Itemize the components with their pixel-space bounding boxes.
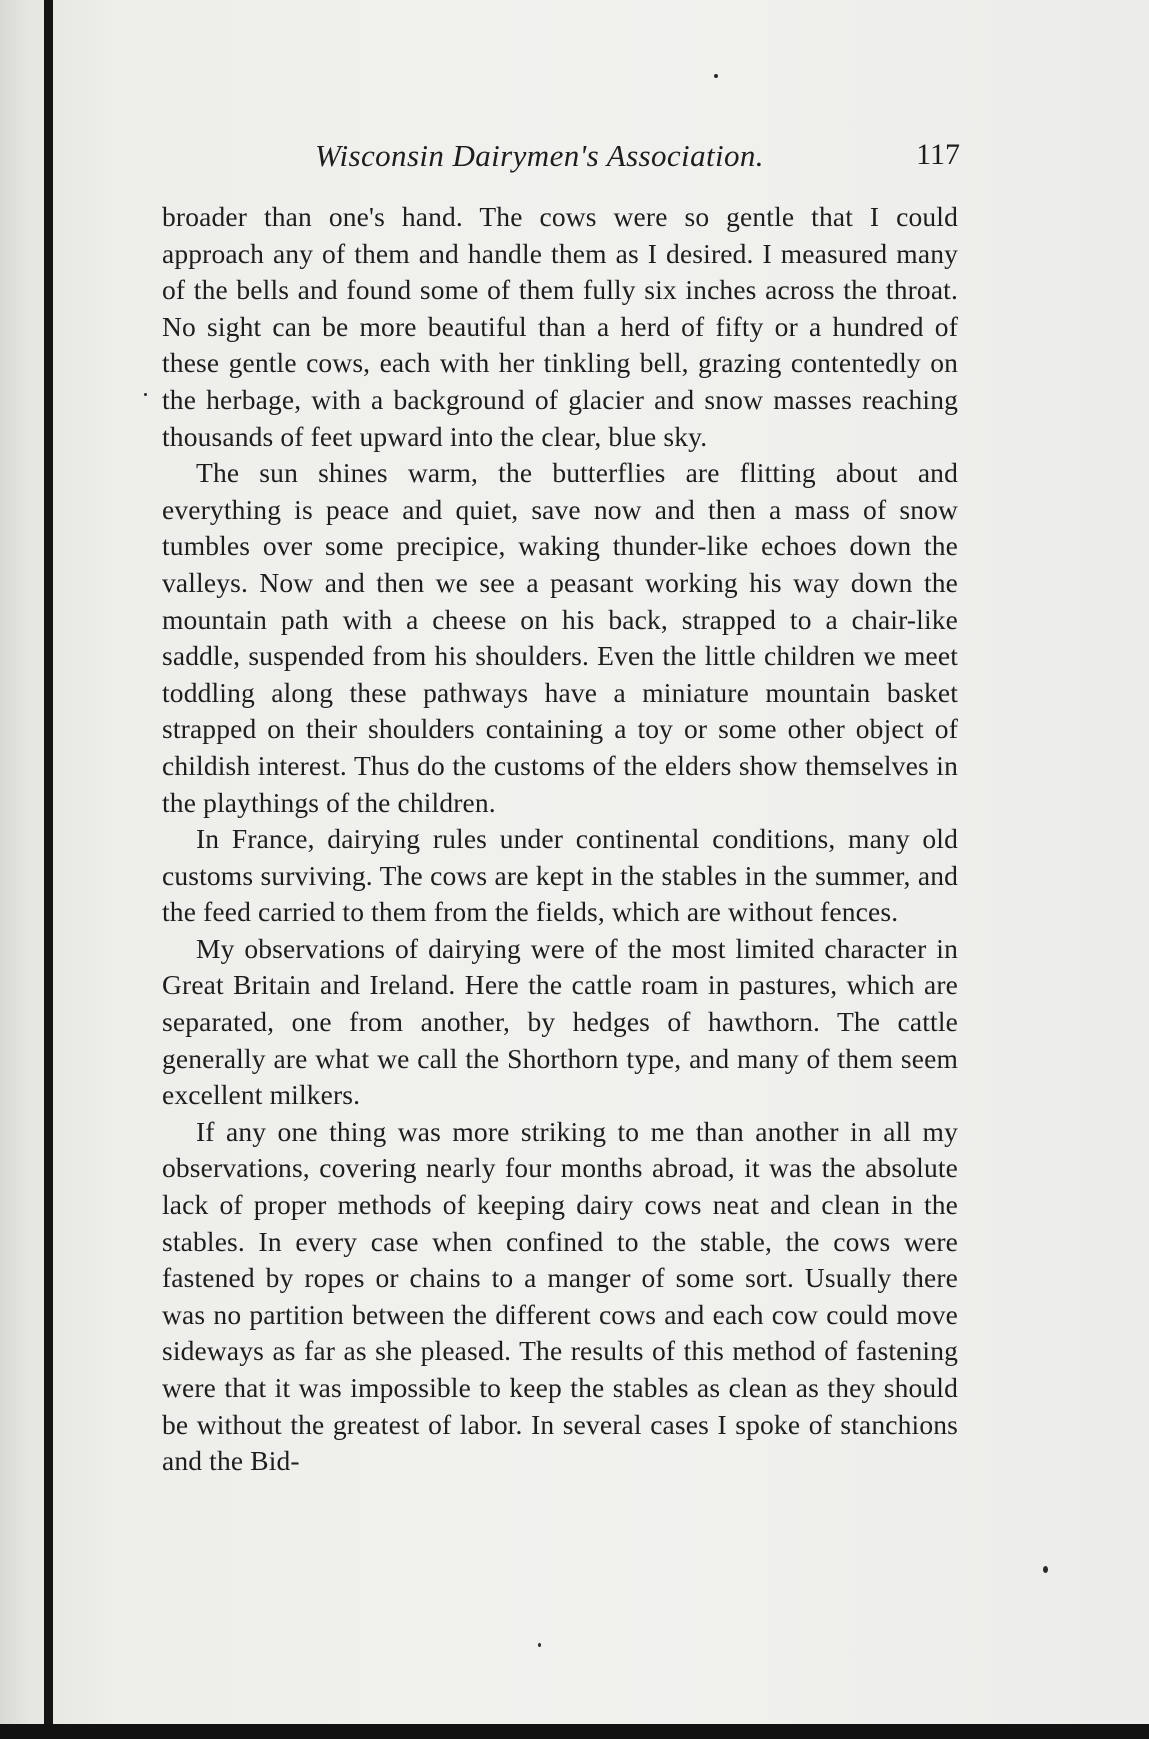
scan-speck <box>144 393 147 396</box>
binding-shadow <box>0 0 70 1739</box>
body-text <box>162 199 958 1480</box>
gutter-edge <box>44 0 53 1739</box>
paragraph: The sun shines warm, the butterflies are flitting about and everything is peace and quiet, save now and then a mass of snow tumbles over some precipice, waking thunder-like echoes down the valleys. Now and then we see a peasant working his way down the mountain path with a cheese on his back, strapped to a chair-like saddle, suspended from his shoulders. Even the little children we meet toddling along these pathways have a miniature mountain basket strapped on their shoulders containing a toy or some other object of childish interest. Thus do the customs of the elders show themselves in the playthings of the children. <box>162 457 958 818</box>
paragraph: broader than one's hand. The cows were so gentle that I could approach any of them and handle them as I desired. I measured many of the bells and found some of them fully six inches across the throat. No sight can be more beautiful than a herd of fifty or a hundred of these gentle cows, each with her tinkling bell, grazing contentedly on the herbage, with a background of glacier and snow masses reaching thousands of feet upward into the clear, blue sky. <box>162 201 958 452</box>
scan-speck <box>1043 1566 1048 1573</box>
scan-speck <box>714 74 718 78</box>
paragraph: In France, dairying rules under continental conditions, many old customs surviving. The cows are kept in the stables in the summer, and the feed carried to them from the fields, which are without fences. <box>162 823 958 928</box>
scan-speck <box>538 1643 541 1647</box>
running-head: Wisconsin Dairymen's Association. <box>315 138 764 173</box>
page-header <box>160 138 960 178</box>
page-number: 117 <box>916 138 960 171</box>
paragraph: My observations of dairying were of the most limited character in Great Britain and Ireland. Here the cattle roam in pastures, which are separated, one from another, by hedges of hawthorn. The cattle generally are what we call the Shorthorn type, and many of them seem excellent milkers. <box>162 932 958 1111</box>
paragraph: If any one thing was more striking to me than another in all my observations, covering nearly four months abroad, it was the absolute lack of proper methods of keeping dairy cows neat and clean in the stables. In every case when confined to the stable, the cows were fastened by ropes or chains to a manger of some sort. Usually there was no partition between the different cows and each cow could move sideways as far as she pleased. The results of this method of fastening were that it was impossible to keep the stables as clean as they should be without the greatest of labor. In several cases I spoke of stanchions and the Bid- <box>162 1115 958 1477</box>
bottom-edge <box>0 1724 1149 1739</box>
